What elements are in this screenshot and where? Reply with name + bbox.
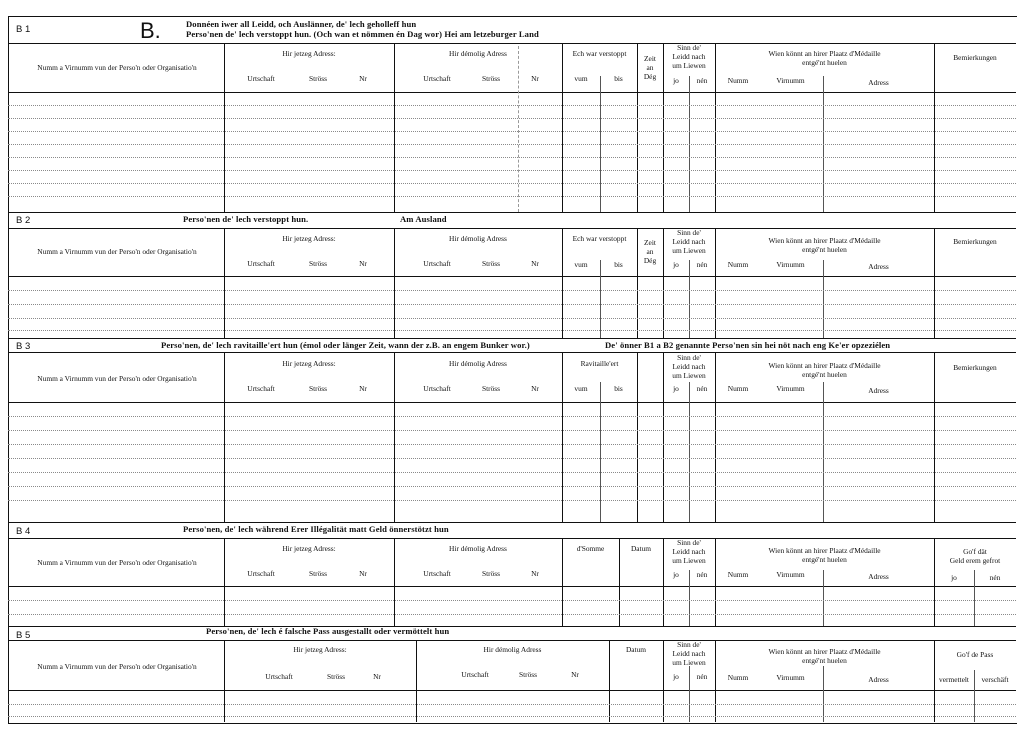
col-medal-1: Wien könnt an hirer Plaatz d'Médaille [768, 236, 881, 245]
intro-line-2: Perso'nen de' lech verstoppt hun. (Och wan et nömmen én Dag wor) Hei am letzeburger Land [186, 29, 539, 39]
col-former-street: Ströss [518, 670, 538, 679]
col-name: Numm a Virnumm vun der Perso'n oder Organisatio'n [37, 374, 197, 383]
section-b1 [8, 16, 1016, 212]
col-alive-2: Leidd nach [672, 362, 706, 371]
col-alive-1: Sinn de' [677, 538, 701, 547]
col-medal-name: Numm [727, 673, 749, 682]
section-title: Perso'nen, de' lech é falsche Pass ausgestallt oder vermöttelt hun [206, 626, 450, 636]
col-current-street: Ströss [308, 384, 328, 393]
col-money-no: nén [989, 573, 1001, 582]
col-current-address: Hir jetzeg Adress: [282, 359, 336, 368]
col-alive-1: Sinn de' [677, 43, 701, 52]
col-former-number: Nr [531, 569, 539, 578]
col-former-number: Nr [531, 74, 539, 83]
col-current-street: Ströss [308, 569, 328, 578]
col-current-street: Ströss [308, 74, 328, 83]
col-no: nén [696, 570, 708, 579]
col-medal-1: Wien könnt an hirer Plaatz d'Médaille [768, 647, 881, 656]
col-former-address: Hir démolig Adress [449, 234, 507, 243]
col-former-address: Hir démolig Adress [449, 49, 507, 58]
col-medal-firstname: Virnumm [776, 673, 805, 682]
col-current-street: Ströss [326, 672, 346, 681]
col-passport: Go'f de Pass [956, 650, 994, 659]
col-former-number: Nr [531, 384, 539, 393]
col-alive-3: um Liewen [672, 61, 706, 70]
col-passport-obtained: verschäft [981, 675, 1009, 684]
col-former-street: Ströss [481, 569, 501, 578]
col-alive-1: Sinn de' [677, 640, 701, 649]
col-yes: jo [673, 76, 679, 85]
col-money-yes: jo [951, 573, 957, 582]
col-current-town: Urtschaft [247, 74, 275, 83]
col-no: nén [696, 384, 708, 393]
col-former-address: Hir démolig Adress [449, 544, 507, 553]
col-alive-3: um Liewen [672, 371, 706, 380]
col-money-back-1: Go'f dät [963, 547, 987, 556]
section-code: B 2 [16, 215, 31, 226]
col-current-address: Hir jetzeg Adress: [282, 544, 336, 553]
col-date: Datum [630, 544, 652, 553]
section-code: B 3 [16, 341, 31, 352]
col-current-town: Urtschaft [265, 672, 293, 681]
col-alive-3: um Liewen [672, 556, 706, 565]
section-title: Perso'nen, de' lech während Erer Illégalität matt Geld önnerstötzt hun [183, 524, 449, 534]
col-current-number: Nr [359, 569, 367, 578]
col-name: Numm a Virnumm vun der Perso'n oder Organisatio'n [37, 558, 197, 567]
col-date: Datum [625, 645, 647, 654]
col-medal-name: Numm [727, 260, 749, 269]
col-medal-1: Wien könnt an hirer Plaatz d'Médaille [768, 546, 881, 555]
col-medal-address: Adress [868, 675, 889, 684]
col-time-1: Zeit [644, 54, 656, 63]
col-medal-name: Numm [727, 384, 749, 393]
section-b4 [8, 522, 1016, 626]
col-yes: jo [673, 260, 679, 269]
section-title: Perso'nen de' lech verstoppt hun. [183, 214, 309, 224]
col-medal-firstname: Virnumm [776, 76, 805, 85]
col-current-number: Nr [359, 74, 367, 83]
col-no: nén [696, 672, 708, 681]
col-current-address: Hir jetzeg Adress: [282, 49, 336, 58]
col-alive-1: Sinn de' [677, 353, 701, 362]
col-alive-1: Sinn de' [677, 228, 701, 237]
col-current-town: Urtschaft [247, 259, 275, 268]
col-former-street: Ströss [481, 259, 501, 268]
col-medal-address: Adress [868, 262, 889, 271]
col-name: Numm a Virnumm vun der Perso'n oder Organisatio'n [37, 247, 197, 256]
col-current-town: Urtschaft [247, 384, 275, 393]
col-former-town: Urtschaft [423, 259, 451, 268]
col-alive-2: Leidd nach [672, 52, 706, 61]
col-current-address: Hir jetzeg Adress: [282, 234, 336, 243]
col-medal-firstname: Virnumm [776, 260, 805, 269]
col-yes: jo [673, 672, 679, 681]
col-alive-3: um Liewen [672, 658, 706, 667]
col-medal-2: entgé'nt huelen [802, 656, 847, 665]
col-sum: d'Somme [576, 544, 605, 553]
col-medal-name: Numm [727, 76, 749, 85]
col-current-number: Nr [359, 259, 367, 268]
col-alive-2: Leidd nach [672, 547, 706, 556]
intro-line-1: Donnéen iwer all Leidd, och Auslänner, de' lech geholleff hun [186, 19, 417, 29]
col-name: Numm a Virnumm vun der Perso'n oder Organisatio'n [37, 662, 197, 671]
col-former-town: Urtschaft [461, 670, 489, 679]
col-no: nén [696, 76, 708, 85]
col-alive-2: Leidd nach [672, 649, 706, 658]
col-from: vum [574, 74, 588, 83]
col-medal-1: Wien könnt an hirer Plaatz d'Médaille [768, 49, 881, 58]
col-remarks: Bemierkungen [953, 53, 997, 62]
col-former-address: Hir démolig Adress [483, 645, 542, 654]
col-money-back-2: Geld erem gefrot [949, 556, 1001, 565]
col-medal-name: Numm [727, 570, 749, 579]
col-yes: jo [673, 384, 679, 393]
section-b5 [8, 626, 1016, 722]
col-current-town: Urtschaft [247, 569, 275, 578]
col-passport-arranged: vermettelt [939, 675, 969, 684]
col-supplied: Ravitaille'ert [580, 359, 619, 368]
col-remarks: Bemierkungen [953, 363, 997, 372]
col-remarks: Bemierkungen [953, 237, 997, 246]
col-yes: jo [673, 570, 679, 579]
section-code: B 5 [16, 630, 31, 641]
form-letter: B. [140, 18, 161, 43]
section-title: Perso'nen, de' lech ravitaille'ert hun (émol oder länger Zeit, wann der z.B. an engem Bunker wor.) [161, 340, 530, 350]
section-code: B 4 [16, 526, 31, 537]
col-former-address: Hir démolig Adress [449, 359, 507, 368]
col-current-number: Nr [373, 672, 381, 681]
col-current-address: Hir jetzeg Adress: [293, 645, 347, 654]
col-former-number: Nr [571, 670, 579, 679]
col-to: bis [614, 384, 623, 393]
col-medal-2: entgé'nt huelen [802, 58, 847, 67]
col-medal-firstname: Virnumm [776, 570, 805, 579]
col-to: bis [614, 74, 623, 83]
col-former-town: Urtschaft [423, 74, 451, 83]
col-to: bis [614, 260, 623, 269]
col-hidden: Ech war verstoppt [572, 49, 627, 58]
col-hidden: Ech war verstoppt [572, 234, 627, 243]
col-no: nén [696, 260, 708, 269]
section-title-2: De' önner B1 a B2 genannte Perso'nen sin hei nöt nach eng Ke'er opzeziélen [605, 340, 891, 350]
col-alive-2: Leidd nach [672, 237, 706, 246]
section-b2 [8, 212, 1016, 338]
col-former-town: Urtschaft [423, 569, 451, 578]
col-former-town: Urtschaft [423, 384, 451, 393]
col-medal-address: Adress [868, 572, 889, 581]
col-medal-address: Adress [868, 78, 889, 87]
col-time-2: an [646, 63, 654, 72]
col-former-street: Ströss [481, 384, 501, 393]
col-former-street: Ströss [481, 74, 501, 83]
section-b3 [8, 338, 1016, 522]
col-medal-address: Adress [868, 386, 889, 395]
section-code: B 1 [16, 24, 31, 35]
col-medal-1: Wien könnt an hirer Plaatz d'Médaille [768, 361, 881, 370]
col-alive-3: um Liewen [672, 246, 706, 255]
col-former-number: Nr [531, 259, 539, 268]
section-title-2: Am Ausland [400, 214, 447, 224]
col-medal-2: entgé'nt huelen [802, 370, 847, 379]
col-current-number: Nr [359, 384, 367, 393]
col-medal-firstname: Virnumm [776, 384, 805, 393]
col-medal-2: entgé'nt huelen [802, 555, 847, 564]
col-current-street: Ströss [308, 259, 328, 268]
col-medal-2: entgé'nt huelen [802, 245, 847, 254]
col-time-3: Dég [643, 72, 657, 81]
col-time-1: Zeit [644, 238, 656, 247]
col-from: vum [574, 260, 588, 269]
col-time-3: Dég [643, 256, 657, 265]
col-name: Numm a Virnumm vun der Perso'n oder Organisatio'n [37, 63, 197, 72]
col-time-2: an [646, 247, 654, 256]
col-from: vum [574, 384, 588, 393]
